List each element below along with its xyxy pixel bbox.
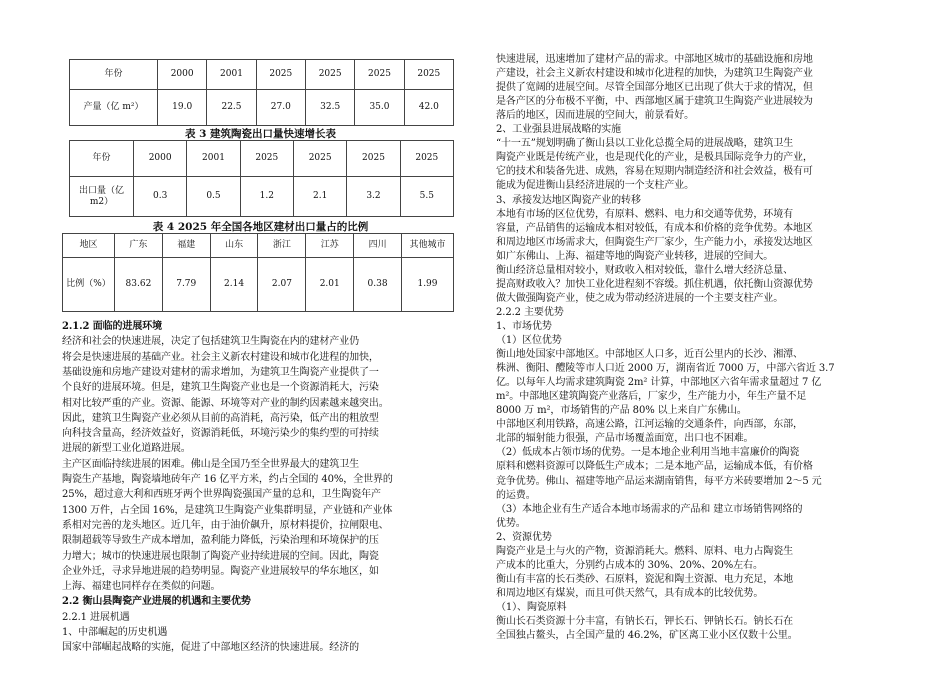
paragraph-line: 提高财政收入？加快工业化进程刻不容缓。抓住机遇，依托衡山资源优势	[496, 278, 813, 290]
table-cell: 0.3	[134, 177, 187, 217]
table-row	[63, 258, 454, 312]
table-cell: 2025	[305, 60, 354, 90]
table-cell: 2.07	[258, 258, 306, 312]
paragraph-line: 是各产区的分布极不平衡，中、西部地区属于建筑卫生陶瓷产业进展较为	[496, 96, 813, 108]
table-cell: 32.5	[305, 90, 354, 126]
paragraph-line: 产成本的比重大，分别约占成本的 30%、20%、20%左右。	[496, 559, 763, 571]
paragraph-line: 产建设，社会主义新农村建设和城市化进程的加快，为建筑卫生陶瓷产业	[496, 68, 813, 80]
paragraph-line: 衡山有丰富的长石类砂、石原料，瓷泥和陶土资源、电力充足，本地	[496, 573, 793, 585]
paragraph-line: 2.2.1 进展机遇	[62, 611, 130, 623]
paragraph-line: 落后的地区，因而进展的空间大，前景看好。	[496, 110, 694, 122]
paragraph-line: “十一五”规划明确了衡山县以工业化总揽全局的进展战略，建筑卫生	[496, 138, 794, 150]
table-cell: 2001	[207, 60, 256, 90]
table-cell: 比例（%）	[63, 258, 115, 312]
table-cell: 1.99	[402, 258, 454, 312]
table-cell: 19.0	[158, 90, 207, 126]
table-row	[63, 234, 454, 258]
paragraph-line: 2、工业强县进展战略的实施	[496, 124, 622, 136]
paragraph-line: 和周边地区有煤炭，而且可供天然气，具有成本的比较优势。	[496, 587, 764, 599]
paragraph-line: （1）区位优势	[496, 335, 562, 346]
paragraph-line: 个良好的进展环境。但是，建筑卫生陶瓷产业也是一个资源消耗大，污染	[62, 382, 379, 394]
production-table	[69, 59, 454, 126]
paragraph-line: 力增大；城市的快速进展也限制了陶瓷产业持续进展的空间。因此，陶瓷	[62, 550, 379, 562]
table-cell: 2025	[256, 60, 305, 90]
section-heading: 2.1.2 面临的进展环境	[62, 321, 163, 332]
table-cell: 2025	[293, 141, 346, 177]
paragraph-line: 1300 万件，占全国 16%，是建筑卫生陶瓷产业集群明显，产业链和产业体	[62, 504, 393, 516]
paragraph-line: 25%，超过意大利和西班牙两个世界陶瓷强国产量的总和，卫生陶瓷年产	[62, 489, 381, 501]
paragraph-line: 如广东佛山、上海、福建等地的陶瓷产业转移，进展的空间大。	[496, 250, 774, 262]
paragraph-line: 向科技含量高，经济效益好，资源消耗低，环境污染少的集约型的可持续	[62, 428, 379, 440]
export-table	[69, 140, 454, 217]
paragraph-line: m²。中部地区建筑陶瓷产业落后，厂家少，生产能力小，年生产量不足	[496, 391, 807, 403]
paragraph-line: 和周边地区市场需求大，但陶瓷生产厂家少，生产能力小，承接发达地区	[496, 236, 813, 248]
paragraph-line: 系相对完善的龙头地区。近几年，由于油价飙升，原材料提价，拉闸限电、	[62, 519, 389, 531]
paragraph-line: 主产区面临持续进展的困难。佛山是全国乃至全世界最大的建筑卫生	[62, 458, 359, 470]
table-cell: 2025	[355, 60, 404, 90]
table-cell: 2025	[347, 141, 400, 177]
table3-caption: 表 3 建筑陶瓷出口量快速增长表	[184, 128, 337, 140]
table-cell: 福建	[162, 234, 210, 258]
table-cell: 3.2	[347, 177, 400, 217]
paragraph-line: （3）本地企业有生产适合本地市场需求的产品和 建立市场销售网络的	[496, 503, 803, 515]
paragraph-line: （1）、陶瓷原料	[496, 601, 567, 613]
paragraph-line: 因此，建筑卫生陶瓷产业必须从目前的高消耗，高污染，低产出的粗放型	[62, 412, 379, 424]
paragraph-line: 经济和社会的快速进展，决定了包括建筑卫生陶瓷在内的建材产业仍	[62, 336, 359, 348]
section-heading: 2.2 衡山县陶瓷产业进展的机遇和主要优势	[62, 596, 251, 608]
paragraph-line: 它的技术和装备先进、成熟，容易在短期内制造经济和社会效益，极有可	[496, 166, 813, 178]
paragraph-line: 容量，产品销售的运输成本相对较低，有成本和价格的竞争优势。本地区	[496, 222, 813, 234]
paragraph-line: 将会是快速进展的基础产业。社会主义新农村建设和城市化进程的加快，	[62, 351, 379, 363]
table-row	[70, 141, 454, 177]
paragraph-line: 进展的新型工业化道路进展。	[62, 443, 191, 455]
table-row	[70, 177, 454, 217]
paragraph-line: 亿。以每年人均需求建筑陶瓷 2m² 计算，中部地区六省年需求量超过 7 亿	[496, 377, 822, 389]
paragraph-line: （2）低成本占领市场的优势。一是本地企业利用当地丰富廉价的陶瓷	[496, 447, 800, 459]
table-cell: 42.0	[404, 90, 453, 126]
paragraph-line: 相对比较严重的产业。资源、能源、环境等对产业的制约因素越来越突出。	[62, 397, 389, 409]
table-cell: 山东	[210, 234, 258, 258]
paragraph-line: 提供了宽阔的进展空间。尽管全国部分地区已出现了供大于求的情况，但	[496, 82, 813, 94]
paragraph-line: 2.2.2 主要优势	[496, 306, 564, 318]
table-cell: 2000	[134, 141, 187, 177]
table-cell: 22.5	[207, 90, 256, 126]
table-cell: 83.62	[115, 258, 163, 312]
table-cell: 7.79	[162, 258, 210, 312]
paragraph-line: 做大做强陶瓷产业，使之成为带动经济进展的一个主要支柱产业。	[496, 292, 784, 304]
table-cell: 27.0	[256, 90, 305, 126]
table-cell: 0.38	[354, 258, 402, 312]
table-cell: 四川	[354, 234, 402, 258]
table-cell: 2.01	[306, 258, 354, 312]
table4-caption: 表 4 2025 年全国各地区建材出口量占的比例	[152, 221, 369, 233]
table-cell: 浙江	[258, 234, 306, 258]
paragraph-line: 企业外迁，寻求异地进展的趋势明显。陶瓷产业进展较早的华东地区，如	[62, 565, 379, 577]
region-export-share-table	[62, 233, 454, 312]
paragraph-line: 陶瓷生产基地，陶瓷墙地砖年产 16 亿平方米，约占全国的 40%，全世界的	[62, 474, 393, 485]
paragraph-line: 本地有市场的区位优势，有原料、燃料、电力和交通等优势，环境有	[496, 208, 793, 220]
table-cell: 2.1	[293, 177, 346, 217]
paragraph-line: 全国独占鳌头，占全国产量的 46.2%，矿区离工业小区仅数十公里。	[496, 630, 798, 642]
paragraph-line: 株洲、衡阳、醴陵等市人口近 2000 万，湖南省近 7000 万，中部六省近 3.7	[496, 363, 835, 375]
paragraph-line: 2、资源优势	[496, 531, 552, 543]
table-row	[70, 90, 454, 126]
table-cell: 35.0	[355, 90, 404, 126]
table-cell: 产量（亿 m²）	[70, 90, 158, 126]
paragraph-line: 中部地区利用铁路，高速公路，江河运输的交通条件，向西部，东部，	[496, 419, 803, 431]
paragraph-line: 衡山经济总量相对较小，财政收入相对较低，靠什么增大经济总量、	[496, 264, 793, 276]
paragraph-line: 8000 万 m²，市场销售的产品 80% 以上来自广东佛山。	[496, 405, 747, 417]
table-cell: 0.5	[187, 177, 240, 217]
paragraph-line: 1、市场优势	[496, 320, 552, 332]
table-cell: 年份	[70, 60, 158, 90]
table-cell: 年份	[70, 141, 134, 177]
paragraph-line: 上海、福建也同样存在类似的问题。	[62, 581, 221, 593]
paragraph-line: 陶瓷产业是土与火的产物，资源消耗大。燃料、原料、电力占陶瓷生	[496, 545, 793, 557]
table-cell: 2000	[158, 60, 207, 90]
paragraph-line: 衡山地处国家中部地区。中部地区人口多，近百公里内的长沙、湘潭、	[496, 349, 803, 361]
paragraph-line: 3、承接发达地区陶瓷产业的转移	[496, 194, 641, 206]
table-cell: 江苏	[306, 234, 354, 258]
paragraph-line: 衡山长石类资源十分丰富，有钠长石，钾长石、钾钠长石。钠长石在	[496, 616, 793, 627]
table-cell: 5.5	[400, 177, 453, 217]
table-cell: 2001	[187, 141, 240, 177]
paragraph-line: 陶瓷产业既是传统产业，也是现代化的产业，是极具国际竞争力的产业，	[496, 152, 813, 164]
table-row	[70, 60, 454, 90]
table-cell: 2025	[240, 141, 293, 177]
table-cell: 2025	[400, 141, 453, 177]
paragraph-line: 1、中部崛起的历史机遇	[62, 627, 168, 638]
paragraph-line: 能成为促进衡山县经济进展的一个支柱产业。	[496, 180, 694, 192]
table-cell: 1.2	[240, 177, 293, 217]
paragraph-line: 原料和燃料资源可以降低生产成本；二是本地产品，运输成本低，有价格	[496, 461, 813, 473]
paragraph-line: 北部的辐射能力很强，产品市场覆盖面宽，出口也不困难。	[496, 433, 754, 445]
paragraph-line: 限制超载等导致生产成本增加，盈利能力降低，污染治理和环境保护的压	[62, 535, 379, 547]
paragraph-line: 基础设施和房地产建设对建材的需求增加，为建筑卫生陶瓷产业提供了一	[62, 366, 379, 378]
paragraph-line: 优势。	[496, 517, 526, 529]
paragraph-line: 国家中部崛起战略的实施，促进了中部地区经济的快速进展。经济的	[62, 642, 359, 654]
table-cell: 出口量（亿 m2）	[70, 177, 134, 217]
table-cell: 地区	[63, 234, 115, 258]
table-cell: 2.14	[210, 258, 258, 312]
table-cell: 2025	[404, 60, 453, 90]
paragraph-line: 竞争优势。佛山、福建等地产品运来湖南销售，每平方米砖要增加 2～5 元	[496, 475, 822, 487]
paragraph-line: 快速进展，迅速增加了建材产品的需求。中部地区城市的基础设施和房地	[496, 54, 813, 65]
table-cell: 广东	[115, 234, 163, 258]
paragraph-line: 的运费。	[496, 489, 536, 501]
table-cell: 其他城市	[402, 234, 454, 258]
